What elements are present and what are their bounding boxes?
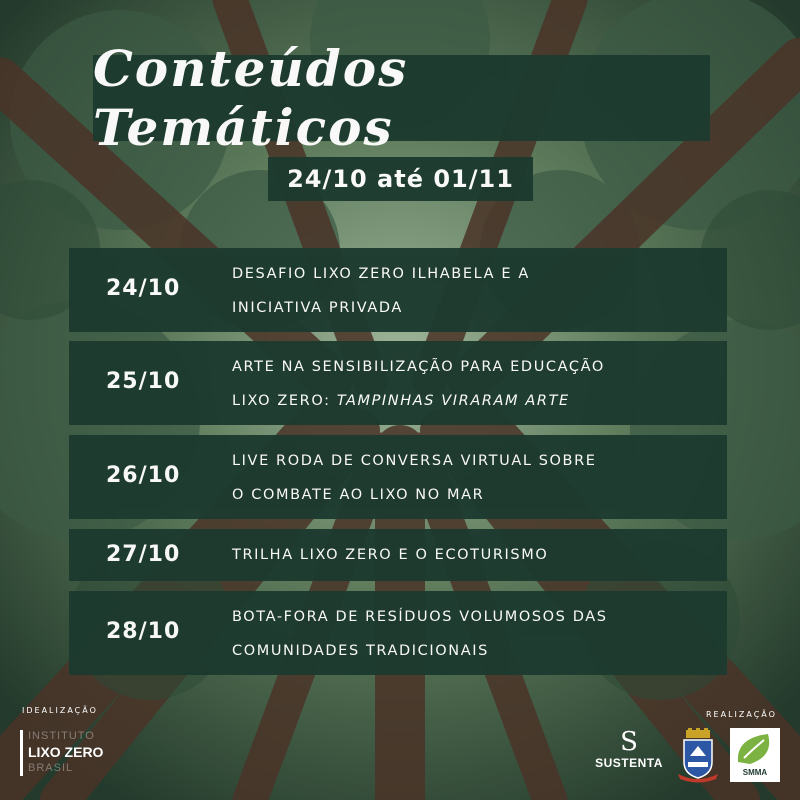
- instituto-lixo-zero-logo: [20, 728, 140, 778]
- logo-bar: [20, 730, 23, 776]
- schedule-row: [69, 248, 727, 332]
- schedule-row: [69, 341, 727, 425]
- topic-line: INICIATIVA PRIVADA: [232, 300, 403, 316]
- topic-line: TRILHA LIXO ZERO E O ECOTURISMO: [232, 547, 549, 563]
- schedule-topic: [232, 350, 605, 418]
- schedule-date: 24/10: [106, 276, 181, 301]
- topic-line: BOTA-FORA DE RESÍDUOS VOLUMOSOS DAS: [232, 609, 608, 625]
- schedule-date: 26/10: [106, 463, 181, 488]
- schedule-date: 28/10: [106, 619, 181, 644]
- topic-line: COMUNIDADES TRADICIONAIS: [232, 643, 489, 659]
- sustenta-logo: [594, 728, 664, 788]
- smma-text: SMMA: [742, 768, 768, 777]
- topic-line: ARTE NA SENSIBILIZAÇÃO PARA EDUCAÇÃO: [232, 359, 605, 375]
- smma-logo: [730, 728, 780, 782]
- realizacao-label: REALIZAÇÃO: [706, 710, 777, 719]
- schedule-topic: [232, 257, 530, 325]
- sustenta-letter: S: [620, 727, 638, 757]
- page-title: Conteúdos Temáticos: [93, 39, 409, 157]
- date-range: 24/10 até 01/11: [287, 165, 514, 193]
- schedule-topic: [232, 600, 608, 668]
- schedule-topic: [232, 444, 597, 512]
- idealizacao-label: IDEALIZAÇÃO: [22, 706, 98, 715]
- logo-main-text: LIXO ZERO: [28, 744, 104, 760]
- logo-line-top: INSTITUTO: [28, 730, 95, 742]
- schedule-row: [69, 591, 727, 675]
- logo-line-bottom: BRASIL: [28, 762, 74, 774]
- topic-line-normal: LIXO ZERO:: [232, 393, 337, 409]
- schedule-row: [69, 529, 727, 581]
- sustenta-name: SUSTENTA: [595, 756, 663, 770]
- municipal-crest-icon: [676, 728, 720, 783]
- schedule-date: 25/10: [106, 369, 181, 394]
- schedule-date: 27/10: [106, 542, 181, 567]
- topic-line: DESAFIO LIXO ZERO ILHABELA E A: [232, 266, 530, 282]
- title-banner: [93, 39, 710, 157]
- date-range-banner: [268, 157, 533, 201]
- topic-line-italic: TAMPINHAS VIRARAM ARTE: [336, 393, 570, 409]
- topic-line: LIVE RODA DE CONVERSA VIRTUAL SOBRE: [232, 453, 597, 469]
- topic-line: O COMBATE AO LIXO NO MAR: [232, 487, 485, 503]
- schedule-topic: [232, 538, 548, 572]
- topic-line: [232, 384, 605, 418]
- schedule-row: [69, 435, 727, 519]
